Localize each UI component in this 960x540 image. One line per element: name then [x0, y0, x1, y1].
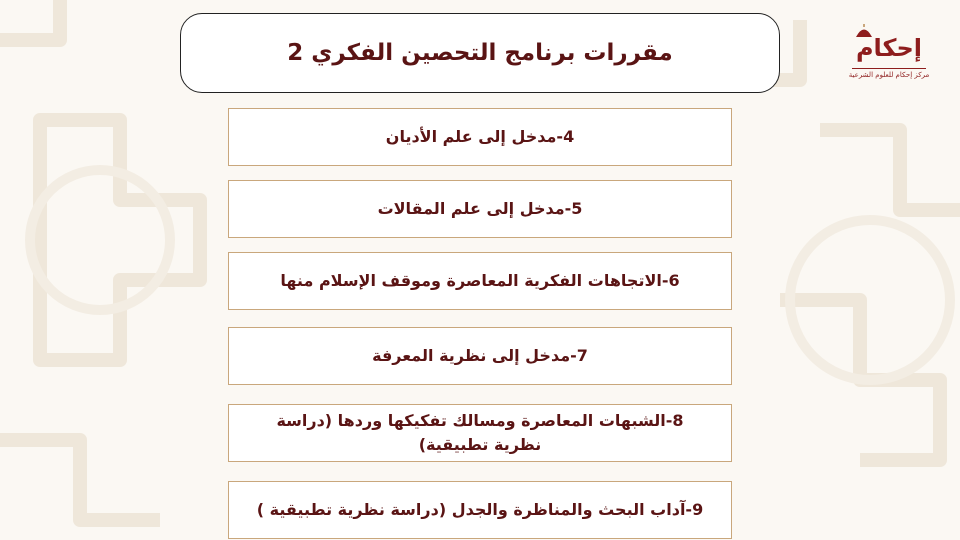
logo-subtitle: مركز إحكام للعلوم الشرعية	[848, 71, 930, 79]
course-item-label: 9-آداب البحث والمناظرة والجدل (دراسة نظرية تطبيقية )	[256, 500, 704, 519]
course-item	[228, 180, 732, 238]
logo-name: إحكام	[855, 34, 923, 62]
course-item	[228, 108, 732, 166]
slide-title: مقررات برنامج التحصين الفكري 2	[287, 40, 673, 66]
course-item-label: 6-الاتجاهات الفكرية المعاصرة وموقف الإسلام منها	[280, 271, 680, 290]
course-item	[228, 327, 732, 385]
course-item-label: 8-الشبهات المعاصرة ومسالك تفكيكها وردها (دراسة نظرية تطبيقية)	[276, 411, 684, 454]
course-item	[228, 481, 732, 539]
brand-logo	[846, 24, 932, 104]
slide-title-box	[180, 13, 780, 93]
course-item	[228, 404, 732, 462]
course-item	[228, 252, 732, 310]
course-item-label: 7-مدخل إلى نظرية المعرفة	[372, 346, 588, 365]
logo-divider	[852, 68, 926, 69]
course-item-label: 4-مدخل إلى علم الأديان	[385, 127, 575, 146]
course-item-label: 5-مدخل إلى علم المقالات	[377, 199, 583, 218]
